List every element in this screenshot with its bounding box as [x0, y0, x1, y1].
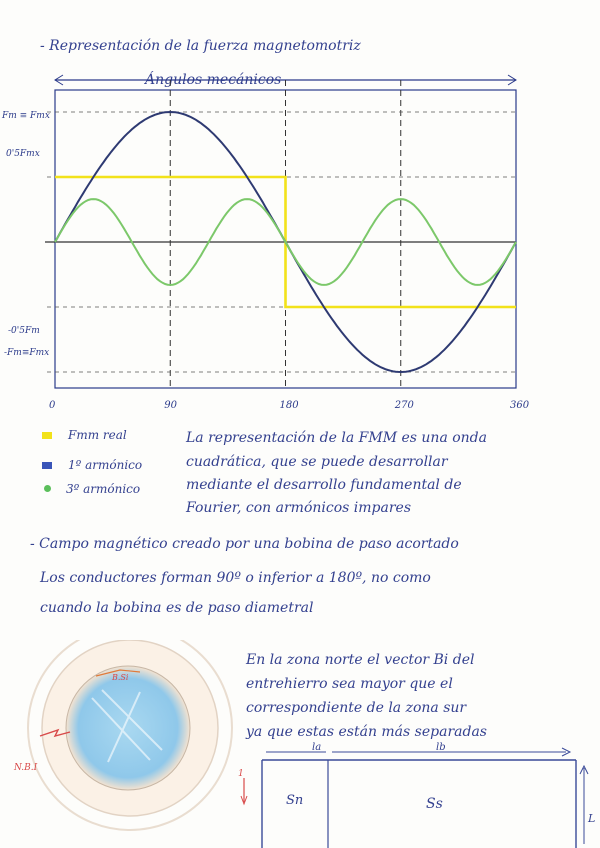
section2-line-1: - Campo magnético creado por una bobina de paso acortado: [30, 536, 459, 552]
legend-swatch-1st: [42, 462, 52, 469]
note-line-3: correspondiente de la zona sur: [246, 700, 467, 716]
label-i: 1: [238, 769, 244, 779]
note-line-4: ya que estas están más separadas: [246, 724, 487, 740]
legend-label-3rd: 3º armónico: [66, 482, 141, 496]
chart-x-ticks: [49, 400, 530, 411]
label-la: la: [312, 742, 322, 753]
label-lb: lb: [436, 742, 446, 753]
y-label-neg-top: -Fm≡Fmx: [4, 348, 50, 358]
note-line-1: En la zona norte el vector Bi del: [246, 652, 475, 668]
rotor-disc: [66, 666, 190, 790]
note-line-2: entrehierro sea mayor que el: [246, 676, 453, 692]
circle-label-top: B.Si: [112, 673, 129, 682]
bobina-sketch: [0, 640, 250, 848]
gap-sketch: [236, 738, 600, 848]
x-tick-270: 270: [394, 400, 414, 411]
legend-label-1st: 1º armónico: [68, 458, 143, 472]
y-label-neg-half: -0'5Fm: [8, 326, 40, 336]
description-line-2: cuadrática, que se puede desarrollar: [186, 454, 448, 470]
section2-line-2: Los conductores forman 90º o inferior a 180º, no como: [40, 570, 431, 586]
legend-label-real: Fmm real: [68, 428, 127, 442]
axis-caption: Ángulos mecánicos: [145, 72, 282, 88]
mmf-chart: [0, 0, 600, 420]
description-line-1: La representación de la FMM es una onda: [186, 430, 487, 446]
x-tick-90: 90: [164, 400, 177, 411]
page-title: - Representación de la fuerza magnetomotriz: [40, 38, 361, 54]
y-label-top: Fm ≡ Fmx: [2, 111, 50, 121]
legend-swatch-3rd: [44, 485, 51, 492]
description-line-3: mediante el desarrollo fundamental de: [186, 477, 462, 493]
section2-line-3: cuando la bobina es de paso diametral: [40, 600, 314, 616]
legend-swatch-real: [42, 432, 52, 439]
chart-y-labels: [1, 111, 50, 358]
x-tick-0: 0: [49, 400, 56, 411]
x-tick-360: 360: [510, 400, 530, 411]
x-tick-180: 180: [279, 400, 299, 411]
y-label-half: 0'5Fmx: [6, 149, 40, 159]
description-line-4: Fourier, con armónicos impares: [186, 500, 412, 516]
label-ss: Ss: [426, 796, 443, 812]
circle-label-left: N.B.I: [14, 763, 38, 773]
label-sn: Sn: [286, 793, 304, 808]
label-l: L: [588, 812, 596, 825]
